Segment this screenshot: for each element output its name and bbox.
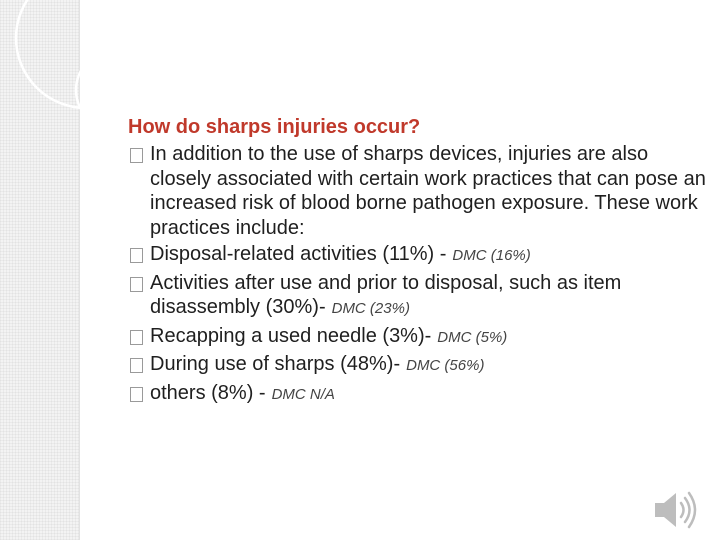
- bullet-text: During use of sharps (48%)-: [150, 353, 401, 375]
- bullet-text: Activities after use and prior to disposal, such as item disassembly (30%)-: [150, 271, 622, 318]
- checkbox-square-icon: [130, 148, 143, 163]
- bullet-item: [128, 352, 708, 379]
- slide-title: How do sharps injuries occur?: [128, 116, 421, 138]
- bullet-note: DMC N/A: [271, 385, 335, 403]
- speaker-icon[interactable]: [652, 487, 702, 533]
- bullet-note: DMC (5%): [437, 328, 508, 346]
- checkbox-square-icon: [130, 358, 143, 373]
- bullet-note: DMC (56%): [406, 357, 485, 374]
- bullet-note: DMC (16%): [452, 247, 531, 264]
- bullet-item: [128, 324, 708, 351]
- bullet-item: [128, 381, 708, 408]
- intro-bullet: [128, 142, 708, 240]
- bullet-item: [128, 271, 708, 322]
- slide-content: [128, 114, 708, 407]
- bullet-item: [128, 242, 708, 269]
- bullet-text: others (8%) -: [150, 381, 266, 404]
- checkbox-square-icon: [130, 387, 143, 402]
- checkbox-square-icon: [130, 248, 143, 263]
- checkbox-square-icon: [130, 277, 143, 292]
- bullet-text: Recapping a used needle (3%)-: [150, 324, 432, 347]
- checkbox-square-icon: [130, 330, 143, 345]
- bullet-text: Disposal-related activities (11%) -: [150, 243, 447, 265]
- bullet-note: DMC (23%): [331, 300, 410, 317]
- intro-text: In addition to the use of sharps devices, injuries are also closely associated with certain work practices that can pose an increased risk of blood borne pathogen exposure. These work practices include:: [150, 143, 706, 239]
